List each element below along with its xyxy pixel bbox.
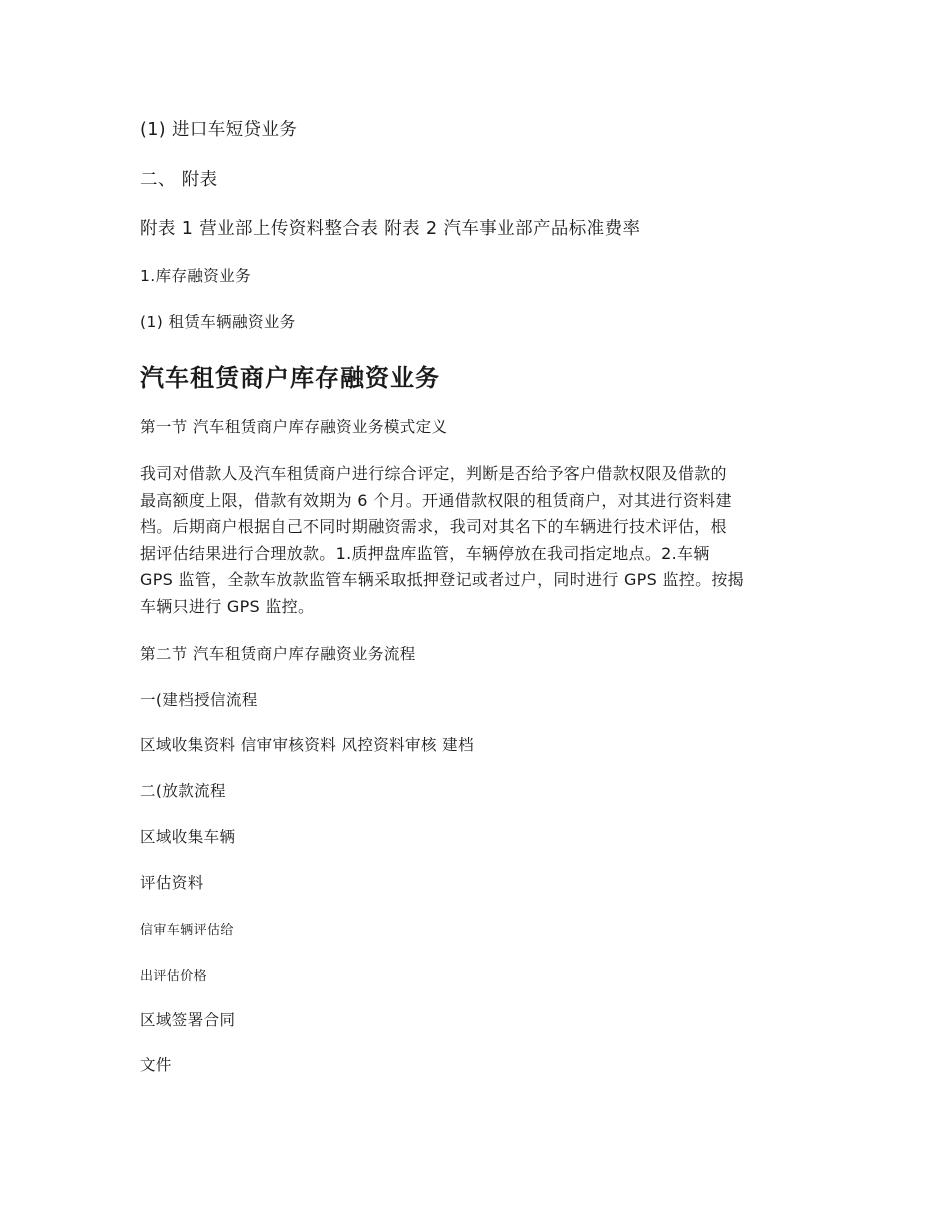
heading-rental-vehicle-financing: (1) 租赁车辆融资业务	[140, 313, 296, 331]
flow-step-assessment-docs: 评估资料	[140, 874, 204, 892]
flow-loan-heading: 二(放款流程	[140, 782, 226, 800]
flow-step-credit-review: 信审车辆评估给	[140, 923, 234, 938]
paragraph-line: GPS 监管，全款车放款监管车辆采取抵押登记或者过户，同时进行 GPS 监控。按揭	[140, 570, 744, 590]
section1-heading: 第一节 汽车租赁商户库存融资业务模式定义	[140, 418, 448, 436]
appendix-list: 附表 1 营业部上传资料整合表 附表 2 汽车事业部产品标准费率	[140, 219, 641, 239]
paragraph-line: 车辆只进行 GPS 监控。	[140, 596, 315, 616]
paragraph-line: 档。后期商户根据自己不同时期融资需求，我司对其名下的车辆进行技术评估，根	[140, 517, 727, 537]
heading-import-short-loan: (1) 进口车短贷业务	[140, 120, 298, 140]
flow-step-documents: 文件	[140, 1056, 172, 1074]
flow-step-collect-vehicle: 区域收集车辆	[140, 828, 236, 846]
document-title: 汽车租赁商户库存融资业务	[140, 364, 440, 392]
flow-filing-heading: 一(建档授信流程	[140, 691, 258, 709]
flow-step-sign-contract: 区域签署合同	[140, 1011, 236, 1029]
paragraph-line: 我司对借款人及汽车租赁商户进行综合评定，判断是否给予客户借款权限及借款的	[140, 464, 727, 483]
heading-inventory-financing: 1.库存融资业务	[140, 267, 251, 285]
section2-heading: 第二节 汽车租赁商户库存融资业务流程	[140, 645, 416, 663]
flow-filing-steps: 区域收集资料 信审审核资料 风控资料审核 建档	[140, 736, 474, 754]
paragraph-line: 据评估结果进行合理放款。1.质押盘库监管，车辆停放在我司指定地点。2.车辆	[140, 543, 710, 563]
heading-appendix: 二、 附表	[140, 170, 218, 190]
flow-step-price: 出评估价格	[140, 969, 208, 984]
definition-paragraph	[140, 461, 820, 621]
paragraph-line: 最高额度上限，借款有效期为 6 个月。开通借款权限的租赁商户，对其进行资料建	[140, 490, 732, 510]
